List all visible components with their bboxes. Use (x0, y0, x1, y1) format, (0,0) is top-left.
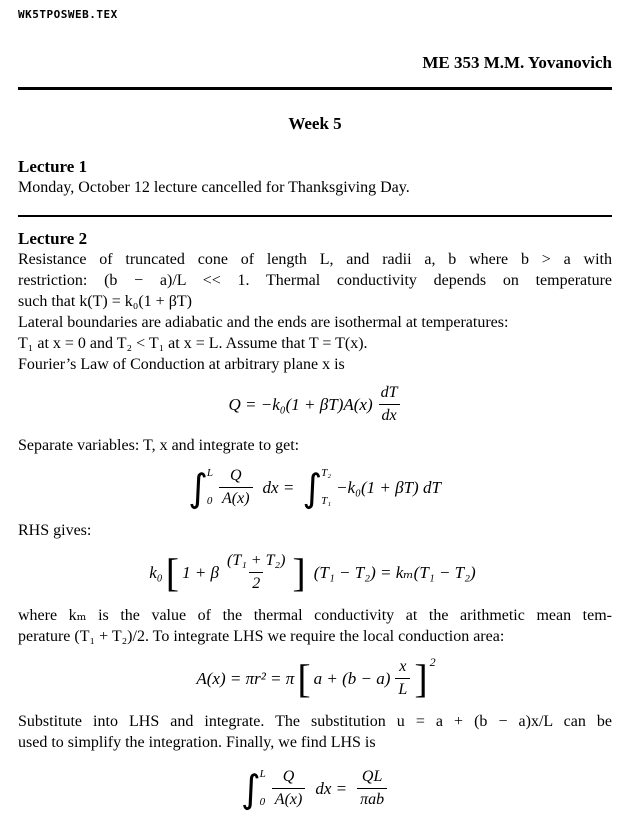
week-title: Week 5 (288, 114, 342, 133)
horizontal-rule-top (18, 87, 612, 90)
equation-fourier-law (18, 384, 612, 426)
right-bracket: ] (414, 655, 428, 701)
course-header: ME 353 M.M. Yovanovich (422, 53, 612, 72)
fraction-numerator: (T₁ + T₂) (227, 551, 286, 569)
integral-upper-limit: L (206, 466, 213, 479)
equation-conduction-area (18, 656, 612, 702)
fraction (272, 768, 306, 810)
fraction (378, 384, 401, 426)
integral-lower-limit: 0 (259, 795, 266, 808)
text-line: used to simplify the integration. Finally, we find LHS is (18, 733, 376, 751)
integral-glyph: ∫ (240, 766, 261, 811)
equation-expression: dx = (315, 778, 348, 798)
text-line: restriction: (b − a)/L << 1. Thermal conductivity depends on temperature (18, 272, 612, 289)
equation-expression: dx = (262, 477, 295, 497)
fraction-numerator: dT (380, 384, 398, 401)
bracket-exponent: 2 (429, 655, 436, 670)
horizontal-rule-middle (18, 215, 612, 217)
equation-expression: 1 + β (182, 562, 220, 582)
fraction (395, 658, 410, 700)
equation-expression: k₀ (149, 562, 163, 582)
fraction-denominator: dx (379, 404, 400, 425)
equation-expression: −k₀(1 + βT) dT (336, 477, 441, 497)
right-bracket: ] (292, 549, 306, 595)
filename-label: WK5TPOSWEB.TEX (18, 8, 118, 21)
text-line: Separate variables: T, x and integrate to get: (18, 436, 300, 454)
equation-expression: Q = −k₀(1 + βT)A(x) (228, 394, 373, 414)
integral-symbol (302, 465, 333, 511)
integral-symbol (188, 465, 215, 511)
text-line: where kₘ is the value of the thermal conductivity at the arithmetic mean tem- (18, 606, 612, 624)
text-line: RHS gives: (18, 521, 92, 539)
fraction (224, 552, 288, 594)
fraction (219, 467, 253, 509)
integral-glyph: ∫ (302, 465, 323, 510)
integral-lower-limit: T₁ (321, 494, 332, 507)
equation-separated-integrals (18, 465, 612, 511)
fraction-numerator: Q (229, 466, 242, 484)
text-line: Lateral boundaries are adiabatic and the ends are isothermal at temperatures: (18, 314, 509, 331)
integral-upper-limit: T₂ (321, 466, 332, 479)
integral-upper-limit: L (259, 767, 266, 780)
equation-expression: (T₁ − T₂) = kₘ(T₁ − T₂) (313, 562, 476, 582)
text-line: perature (T₁ + T₂)/2. To integrate LHS we require the local conduction area: (18, 627, 505, 645)
integral-limits (321, 465, 331, 511)
fraction-denominator: A(x) (219, 487, 253, 508)
fraction-denominator: 2 (249, 572, 263, 593)
integral-limits (260, 766, 266, 812)
lecture2-heading: Lecture 2 (18, 229, 88, 248)
integral-lower-limit: 0 (206, 494, 213, 507)
fraction-numerator: QL (361, 767, 383, 785)
fraction-numerator: Q (282, 767, 295, 785)
equation-expression: a + (b − a) (313, 668, 391, 688)
text-line: Substitute into LHS and integrate. The substitution u = a + (b − a)x/L can be (18, 712, 612, 730)
equation-rhs-result (18, 550, 612, 596)
left-bracket: [ (165, 549, 180, 595)
integral-symbol (241, 766, 268, 812)
integral-limits (207, 465, 213, 511)
text-line: such that k(T) = k₀(1 + βT) (18, 293, 192, 310)
lecture1-text-line: Monday, October 12 lecture cancelled for Thanksgiving Day. (18, 179, 410, 196)
equation-expression: A(x) = πr² = π (196, 668, 295, 688)
left-bracket: [ (297, 655, 311, 701)
fraction-numerator: x (399, 657, 407, 675)
fraction (357, 768, 387, 810)
text-line: Resistance of truncated cone of length L, and radii a, b where b > a with (18, 251, 612, 268)
lecture1-heading: Lecture 1 (18, 157, 88, 176)
fraction-denominator: πab (357, 788, 387, 809)
text-line: T₁ at x = 0 and T₂ < T₁ at x = L. Assume that T = T(x). (18, 335, 368, 352)
integral-glyph: ∫ (188, 465, 208, 510)
equation-lhs-result (18, 766, 612, 812)
text-line: Fourier’s Law of Conduction at arbitrary plane x is (18, 356, 345, 373)
fraction-denominator: A(x) (272, 788, 306, 809)
fraction-denominator: L (395, 678, 410, 699)
